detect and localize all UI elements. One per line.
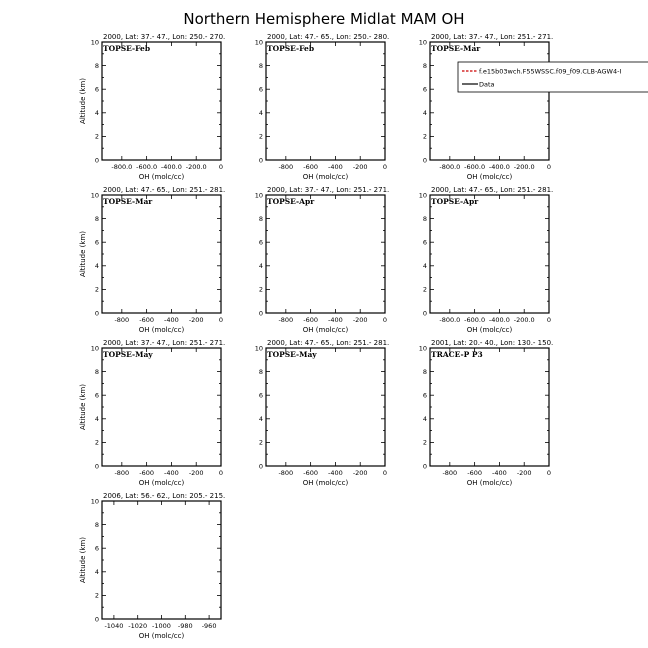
- panels: [79, 33, 553, 640]
- x-tick-label: -800: [278, 163, 294, 171]
- panel-title: 2001, Lat: 20.- 40., Lon: 130.- 150.: [431, 339, 554, 347]
- panel-label: TOPSE-Mar: [431, 44, 481, 53]
- panel-label: TOPSE-Apr: [431, 197, 479, 206]
- y-tick-label: 6: [94, 85, 99, 94]
- panel-title: 2000, Lat: 37.- 47., Lon: 251.- 271.: [431, 33, 554, 41]
- x-tick-label: -600: [139, 469, 155, 477]
- x-tick-label: -800.0: [111, 163, 133, 171]
- y-tick-label: 0: [258, 309, 263, 318]
- y-tick-label: 0: [94, 309, 99, 318]
- y-tick-label: 0: [94, 615, 99, 624]
- y-tick-label: 4: [94, 415, 99, 424]
- plot-frame: [102, 195, 221, 313]
- y-tick-label: 8: [94, 367, 99, 376]
- y-tick-label: 0: [258, 156, 263, 165]
- y-tick-label: 10: [90, 344, 99, 353]
- y-tick-label: 6: [258, 238, 263, 247]
- x-tick-label: -600: [303, 316, 319, 324]
- plot-frame: [266, 195, 385, 313]
- y-tick-label: 10: [90, 38, 99, 47]
- panel-label: TRACE-P P3: [431, 350, 483, 359]
- x-axis-label: OH (molc/cc): [138, 479, 185, 487]
- legend-label: Data: [479, 80, 495, 89]
- x-axis-label: OH (molc/cc): [302, 173, 349, 181]
- chart-panel: [419, 33, 554, 181]
- y-tick-label: 2: [94, 438, 99, 447]
- x-tick-label: 0: [546, 316, 552, 324]
- x-tick-label: -200: [352, 469, 368, 477]
- y-tick-label: 6: [94, 544, 99, 553]
- panel-label: TOPSE-May: [103, 350, 153, 359]
- y-axis-label: Altitude (km): [79, 537, 87, 583]
- x-tick-label: 0: [382, 469, 388, 477]
- chart-panel: [79, 186, 225, 334]
- chart-panel: [79, 339, 225, 487]
- y-tick-label: 10: [90, 497, 99, 506]
- panel-label: TOPSE-Feb: [103, 44, 151, 53]
- chart-panel: [79, 492, 225, 640]
- x-tick-label: -600: [139, 316, 155, 324]
- y-tick-label: 8: [258, 214, 263, 223]
- x-tick-label: -600.0: [464, 163, 486, 171]
- x-tick-label: -800: [114, 469, 130, 477]
- panel-title: 2006, Lat: 56.- 62., Lon: 205.- 215.: [103, 492, 226, 500]
- chart-panel: [79, 33, 225, 181]
- y-tick-label: 2: [258, 285, 263, 294]
- panel-label: TOPSE-Feb: [267, 44, 315, 53]
- plot-frame: [102, 42, 221, 160]
- y-tick-label: 10: [418, 344, 427, 353]
- y-tick-label: 10: [418, 38, 427, 47]
- x-tick-label: -200: [352, 316, 368, 324]
- y-axis-label: Altitude (km): [79, 231, 87, 277]
- y-tick-label: 8: [94, 61, 99, 70]
- plot-frame: [102, 501, 221, 619]
- plot-frame: [266, 348, 385, 466]
- x-tick-label: -400: [492, 469, 507, 477]
- x-tick-label: -200.0: [185, 163, 207, 171]
- chart-panel: [255, 339, 390, 487]
- x-tick-label: -200: [188, 469, 204, 477]
- x-tick-label: -800.0: [439, 163, 461, 171]
- x-tick-label: -400.0: [488, 163, 510, 171]
- y-tick-label: 10: [418, 191, 427, 200]
- x-tick-label: -400: [328, 163, 343, 171]
- panel-title: 2000, Lat: 47.- 65., Lon: 251.- 281.: [267, 339, 390, 347]
- y-tick-label: 6: [422, 238, 427, 247]
- x-tick-label: -200: [352, 163, 368, 171]
- y-tick-label: 4: [258, 415, 263, 424]
- y-tick-label: 0: [258, 462, 263, 471]
- y-tick-label: 4: [258, 109, 263, 118]
- y-tick-label: 0: [94, 462, 99, 471]
- y-tick-label: 10: [254, 38, 263, 47]
- x-tick-label: -600: [303, 469, 319, 477]
- y-tick-label: 2: [422, 438, 427, 447]
- y-tick-label: 0: [422, 156, 427, 165]
- y-tick-label: 0: [422, 309, 427, 318]
- y-tick-label: 6: [258, 391, 263, 400]
- y-tick-label: 10: [90, 191, 99, 200]
- x-tick-label: -400: [328, 469, 343, 477]
- figure-title: Northern Hemisphere Midlat MAM OH: [183, 10, 465, 28]
- x-tick-label: -200: [516, 469, 532, 477]
- x-axis-label: OH (molc/cc): [302, 326, 349, 334]
- y-tick-label: 6: [258, 85, 263, 94]
- x-tick-label: 0: [218, 469, 224, 477]
- y-tick-label: 8: [422, 61, 427, 70]
- plot-frame: [430, 42, 549, 160]
- panel-title: 2000, Lat: 37.- 47., Lon: 250.- 270.: [103, 33, 226, 41]
- x-tick-label: 0: [546, 469, 552, 477]
- panel-label: TOPSE-May: [267, 350, 317, 359]
- y-tick-label: 2: [258, 132, 263, 141]
- y-tick-label: 4: [422, 262, 427, 271]
- y-tick-label: 4: [94, 109, 99, 118]
- y-tick-label: 2: [94, 285, 99, 294]
- x-axis-label: OH (molc/cc): [302, 479, 349, 487]
- y-tick-label: 8: [422, 367, 427, 376]
- panel-label: TOPSE-Apr: [267, 197, 315, 206]
- x-tick-label: -400: [164, 469, 179, 477]
- plot-frame: [430, 348, 549, 466]
- y-tick-label: 6: [94, 238, 99, 247]
- y-tick-label: 4: [94, 262, 99, 271]
- y-tick-label: 8: [258, 367, 263, 376]
- x-tick-label: 0: [546, 163, 552, 171]
- y-tick-label: 2: [422, 285, 427, 294]
- panel-title: 2000, Lat: 47.- 65., Lon: 251.- 281.: [431, 186, 554, 194]
- x-tick-label: -960: [201, 622, 217, 630]
- x-tick-label: -800: [278, 316, 294, 324]
- x-tick-label: -200.0: [513, 163, 535, 171]
- x-tick-label: -600: [303, 163, 319, 171]
- plot-frame: [102, 348, 221, 466]
- y-tick-label: 0: [94, 156, 99, 165]
- x-tick-label: 0: [218, 163, 224, 171]
- panel-title: 2000, Lat: 37.- 47., Lon: 251.- 271.: [267, 186, 390, 194]
- panel-title: 2000, Lat: 47.- 65., Lon: 251.- 281.: [103, 186, 226, 194]
- chart-panel: [419, 186, 554, 334]
- y-tick-label: 4: [94, 568, 99, 577]
- y-tick-label: 10: [254, 344, 263, 353]
- x-axis-label: OH (molc/cc): [466, 479, 513, 487]
- x-axis-label: OH (molc/cc): [138, 632, 185, 640]
- y-tick-label: 0: [422, 462, 427, 471]
- x-tick-label: -1040: [104, 622, 124, 630]
- y-tick-label: 6: [422, 85, 427, 94]
- chart-panel: [419, 339, 554, 487]
- plot-frame: [266, 42, 385, 160]
- x-tick-label: -800: [114, 316, 130, 324]
- x-tick-label: 0: [382, 316, 388, 324]
- plot-frame: [430, 195, 549, 313]
- y-tick-label: 2: [94, 132, 99, 141]
- y-axis-label: Altitude (km): [79, 384, 87, 430]
- x-tick-label: -800: [442, 469, 458, 477]
- x-tick-label: -200: [188, 316, 204, 324]
- chart-panel: [255, 186, 390, 334]
- legend-label: f.e15b03wch.F55WSSC.f09_f09.CLB-AGW4-I: [479, 67, 622, 76]
- y-tick-label: 8: [94, 214, 99, 223]
- x-axis-label: OH (molc/cc): [138, 173, 185, 181]
- y-tick-label: 2: [258, 438, 263, 447]
- x-axis-label: OH (molc/cc): [466, 173, 513, 181]
- x-tick-label: -1020: [128, 622, 148, 630]
- y-tick-label: 10: [254, 191, 263, 200]
- x-tick-label: -800.0: [439, 316, 461, 324]
- y-tick-label: 6: [94, 391, 99, 400]
- y-tick-label: 4: [422, 415, 427, 424]
- x-tick-label: -600.0: [136, 163, 158, 171]
- x-tick-label: 0: [218, 316, 224, 324]
- y-tick-label: 8: [258, 61, 263, 70]
- y-tick-label: 4: [422, 109, 427, 118]
- y-tick-label: 6: [422, 391, 427, 400]
- x-tick-label: -600: [467, 469, 483, 477]
- y-tick-label: 8: [422, 214, 427, 223]
- x-tick-label: -400.0: [160, 163, 182, 171]
- x-tick-label: -1000: [152, 622, 171, 630]
- panel-title: 2000, Lat: 37.- 47., Lon: 251.- 271.: [103, 339, 226, 347]
- x-tick-label: -600.0: [464, 316, 486, 324]
- y-tick-label: 2: [422, 132, 427, 141]
- x-tick-label: 0: [382, 163, 388, 171]
- chart-panel: [255, 33, 390, 181]
- legend: [458, 62, 648, 92]
- x-axis-label: OH (molc/cc): [466, 326, 513, 334]
- x-tick-label: -400: [328, 316, 343, 324]
- x-axis-label: OH (molc/cc): [138, 326, 185, 334]
- y-axis-label: Altitude (km): [79, 78, 87, 124]
- y-tick-label: 4: [258, 262, 263, 271]
- panel-title: 2000, Lat: 47.- 65., Lon: 250.- 280.: [267, 33, 390, 41]
- y-tick-label: 2: [94, 591, 99, 600]
- y-tick-label: 8: [94, 520, 99, 529]
- x-tick-label: -400: [164, 316, 179, 324]
- x-tick-label: -980: [177, 622, 193, 630]
- panel-label: TOPSE-Mar: [103, 197, 153, 206]
- x-tick-label: -800: [278, 469, 294, 477]
- x-tick-label: -200.0: [513, 316, 535, 324]
- x-tick-label: -400.0: [488, 316, 510, 324]
